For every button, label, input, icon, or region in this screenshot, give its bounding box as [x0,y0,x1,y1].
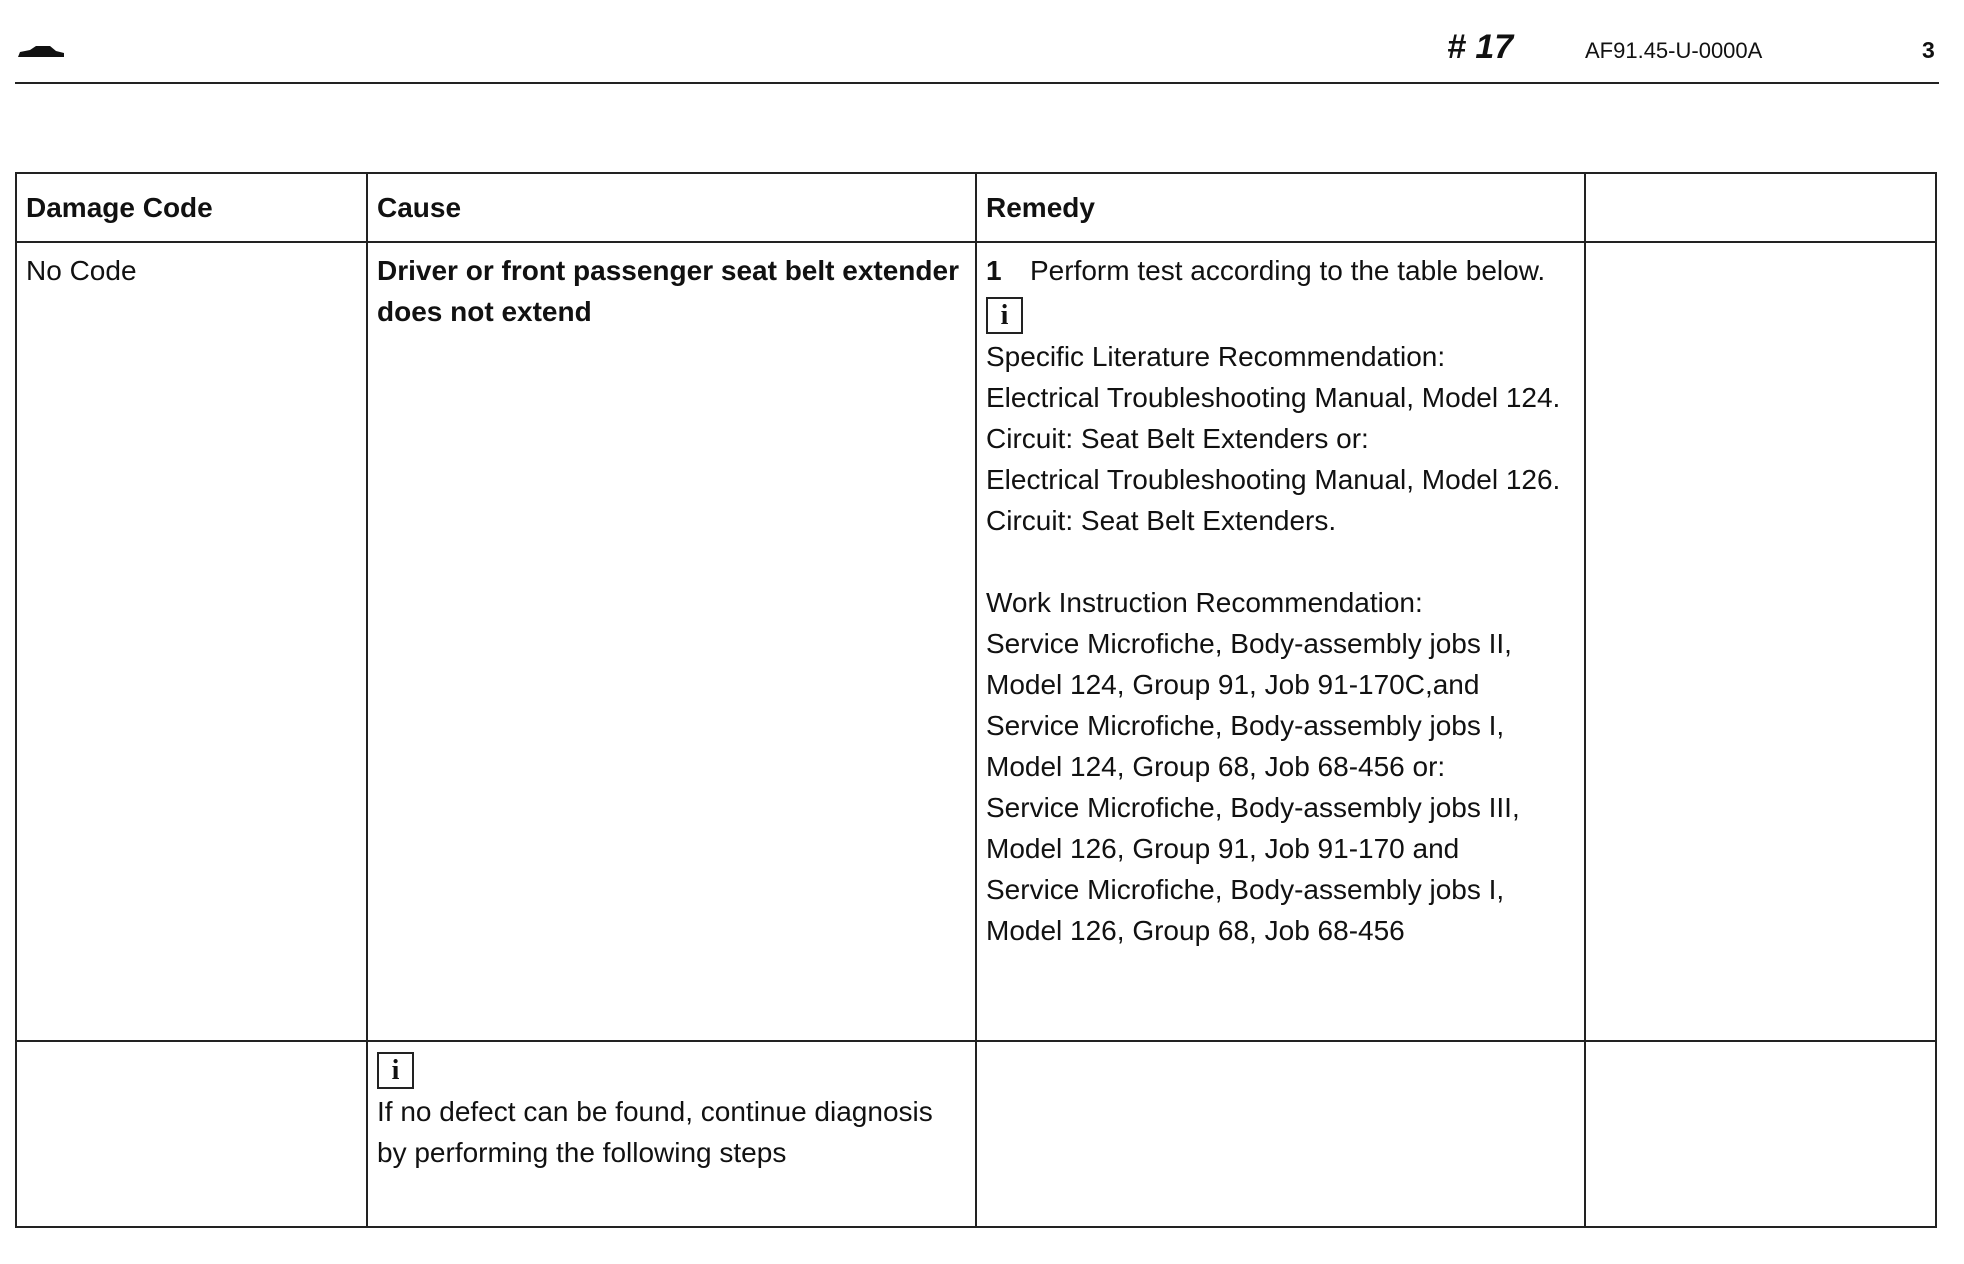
damage-code-cell: No Code [16,242,367,1041]
literature-item: Electrical Troubleshooting Manual, Model 124. Circuit: Seat Belt Extenders or: [986,382,1561,454]
work-instruction-item: Service Microfiche, Body-assembly jobs I, Model 124, Group 68, Job 68-456 or: [986,710,1505,782]
step-number: 1 [986,255,1002,286]
column-header-cause: Cause [367,173,976,242]
empty-cell [1585,1041,1936,1227]
car-icon [16,44,66,60]
remedy-cell [976,242,1585,1041]
document-number: AF91.45-U-0000A [1585,38,1763,63]
work-instruction-item: Service Microfiche, Body-assembly jobs II, Model 124, Group 91, Job 91-170C,and [986,628,1512,700]
page-number: 3 [1922,37,1935,63]
cause-cell: Driver or front passenger seat belt extender does not extend [367,242,976,1041]
work-instruction-item: Service Microfiche, Body-assembly jobs III, Model 126, Group 91, Job 91-170 and [986,792,1520,864]
literature-item: Electrical Troubleshooting Manual, Model 126. Circuit: Seat Belt Extenders. [986,464,1561,536]
column-header-remedy: Remedy [976,173,1585,242]
table-header-row [16,173,1936,242]
column-header-empty [1585,173,1936,242]
spacer [986,541,1575,582]
work-instruction-heading: Work Instruction Recommendation: [986,587,1423,618]
table-row [16,1041,1936,1227]
cause-note-cell [367,1041,976,1227]
step-text: Perform test according to the table below. [1030,255,1546,286]
remedy-step [986,250,1575,291]
header-divider [15,82,1939,84]
column-header-damage-code: Damage Code [16,173,367,242]
empty-cell [1585,242,1936,1041]
cause-note-text: If no defect can be found, continue diagnosis by performing the following steps [377,1096,933,1168]
info-icon: i [377,1052,414,1089]
work-instruction-item: Service Microfiche, Body-assembly jobs I, Model 126, Group 68, Job 68-456 [986,874,1505,946]
hash-mark: # 17 [1447,28,1514,66]
page-header [0,0,1964,84]
info-icon: i [986,297,1023,334]
literature-heading: Specific Literature Recommendation: [986,341,1446,372]
empty-cell [976,1041,1585,1227]
damage-code-table [15,172,1937,1228]
table-row [16,242,1936,1041]
empty-cell [16,1041,367,1227]
